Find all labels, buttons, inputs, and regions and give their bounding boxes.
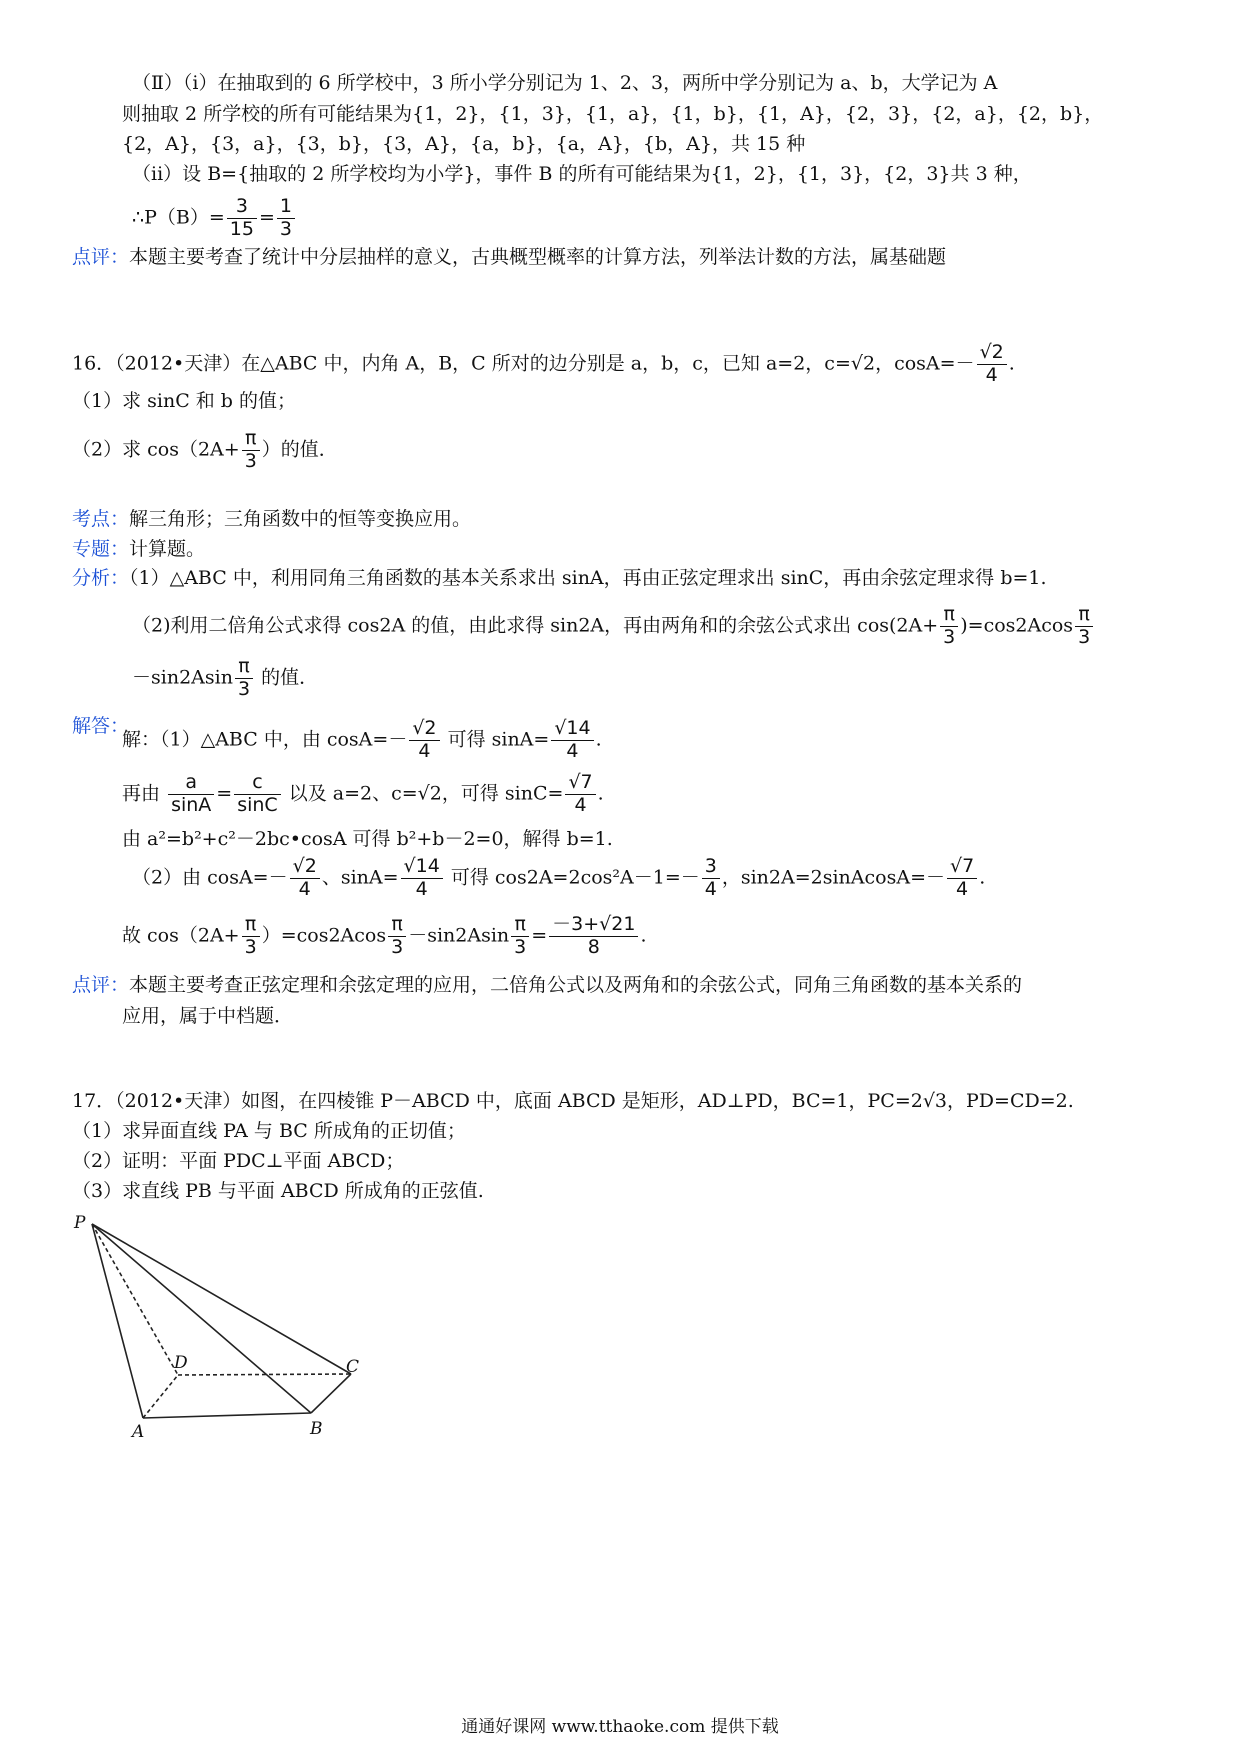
solution-line — [132, 856, 985, 901]
text: √2 — [850, 352, 876, 375]
text: 解：（1）△ABC 中，由 cosA=－ — [122, 728, 408, 751]
text: . — [979, 866, 986, 889]
comment-text: 本题主要考查了统计中分层抽样的意义，古典概型概率的计算方法，列举法计数的方法，属基础题 — [129, 246, 947, 268]
numerator: π — [242, 428, 260, 451]
denominator: 4 — [574, 793, 587, 816]
text: . — [595, 728, 602, 751]
edge-PA — [92, 1224, 143, 1418]
text: 以及 a=2、c=√2，可得 sinC= — [288, 782, 564, 805]
fraction — [1075, 604, 1093, 649]
comment-line — [72, 246, 946, 269]
label: 分析： — [72, 567, 130, 589]
fraction — [168, 772, 214, 817]
text: 解三角形；三角函数中的恒等变换应用。 — [129, 508, 472, 530]
numerator: √2 — [409, 718, 439, 741]
fraction — [290, 856, 320, 901]
text: （2)利用二倍角公式求得 cos2A 的值，由此求得 sin2A，再由两角和的余弦公式求出 cos(2A+ — [132, 614, 939, 637]
denominator: 3 — [244, 935, 257, 958]
fraction — [234, 772, 281, 817]
solution-line — [122, 718, 602, 763]
text: 的值． — [261, 666, 319, 689]
vertex-label-A: A — [132, 1422, 145, 1442]
denominator: 8 — [587, 935, 600, 958]
denominator: 3 — [514, 935, 527, 958]
denominator: 4 — [298, 877, 311, 900]
question-part: （1）求异面直线 PA 与 BC 所成角的正切值； — [72, 1120, 466, 1142]
denominator: sinC — [237, 793, 278, 816]
text: ∴P（B）= — [132, 206, 225, 229]
text: = — [216, 782, 233, 805]
text: ，sin2A=2sinAcosA=－ — [721, 866, 945, 889]
footer: 通通好课网 www.tthaoke.com 提供下载 — [461, 1717, 779, 1737]
denominator: 3 — [943, 625, 956, 648]
text: ，cosA=－ — [875, 352, 975, 375]
solution-line: 由 a²=b²+c²－2bc•cosA 可得 b²+b－2=0，解得 b=1. — [122, 828, 613, 850]
fraction — [702, 856, 720, 901]
fraction — [977, 342, 1007, 387]
fraction — [388, 914, 406, 959]
denominator: 4 — [985, 363, 998, 386]
text: 可得 cos2A=2cos²A－1=－ — [450, 866, 700, 889]
label: 专题： — [72, 538, 130, 560]
text: . — [597, 782, 604, 805]
numerator: π — [388, 914, 406, 937]
dianping-line — [72, 974, 1022, 997]
question-part: （2）证明：平面 PDC⊥平面 ABCD； — [72, 1150, 405, 1172]
text: （2）由 cosA=－ — [132, 866, 288, 889]
text: = — [258, 206, 275, 229]
solution-line — [122, 772, 604, 817]
vertex-label-P: P — [74, 1213, 86, 1233]
numerator: －3+√21 — [549, 914, 638, 937]
text-line: 则抽取 2 所学校的所有可能结果为{1，2}，{1，3}，{1，a}，{1，b}，{1，A}，{2，3}，{2，a}，{2，b}， — [122, 103, 1104, 125]
text: －sin2Asin — [408, 924, 510, 947]
numerator: √7 — [947, 856, 977, 879]
numerator: π — [1075, 604, 1093, 627]
comment-label: 点评： — [72, 246, 130, 268]
edge-BC — [311, 1374, 351, 1413]
fraction — [551, 718, 593, 763]
fraction — [409, 718, 439, 763]
text: 计算题。 — [129, 538, 206, 560]
label: 考点： — [72, 508, 130, 530]
text: ）的值． — [261, 438, 338, 461]
fraction — [511, 914, 529, 959]
denominator: 4 — [566, 739, 579, 762]
jieda-label: 解答： — [72, 715, 130, 737]
dianping-line: 应用，属于中档题． — [122, 1005, 294, 1027]
numerator: 3 — [227, 196, 257, 219]
text: . — [640, 924, 647, 947]
fraction — [277, 196, 295, 241]
text: （2）求 cos（2A+ — [72, 438, 240, 461]
denominator: 4 — [418, 739, 431, 762]
edge-DC — [178, 1374, 351, 1375]
edge-AD — [143, 1375, 178, 1418]
probability-line — [132, 196, 297, 241]
text: = — [531, 924, 548, 947]
fraction — [947, 856, 977, 901]
edge-AB — [143, 1413, 311, 1418]
text-line: （Ⅱ）（i）在抽取到的 6 所学校中，3 所小学分别记为 1、2、3，两所中学分别记为 a、b，大学记为 A — [132, 72, 998, 94]
text: －sin2Asin — [132, 666, 233, 689]
numerator: √7 — [565, 772, 595, 795]
fraction — [235, 656, 253, 701]
fraction — [242, 914, 260, 959]
fenxi-line — [72, 567, 1047, 590]
question-part: （1）求 sinC 和 b 的值； — [72, 390, 297, 412]
fraction — [565, 772, 595, 817]
fraction — [401, 856, 443, 901]
vertex-label-D: D — [174, 1353, 188, 1373]
question-part: （3）求直线 PB 与平面 ABCD 所成角的正弦值. — [72, 1180, 484, 1202]
numerator: c — [234, 772, 281, 795]
question-17-title: 17．（2012•天津）如图，在四棱锥 P－ABCD 中，底面 ABCD 是矩形，AD⊥PD，BC=1，PC=2√3，PD=CD=2. — [72, 1090, 1074, 1112]
denominator: 3 — [279, 217, 292, 240]
text: 、sinA= — [321, 866, 399, 889]
kaodian-line — [72, 508, 471, 531]
denominator: 3 — [244, 449, 257, 472]
analysis-line — [132, 656, 318, 701]
text: 故 cos（2A+ — [122, 924, 240, 947]
edge-PC — [92, 1224, 351, 1374]
numerator: 1 — [277, 196, 295, 219]
denominator: 3 — [391, 935, 404, 958]
denominator: 3 — [237, 677, 251, 700]
analysis-line — [132, 604, 1095, 649]
text: （1）△ABC 中，利用同角三角函数的基本关系求出 sinA，再由正弦定理求出 sinC，再由余弦定理求得 b=1. — [129, 567, 1047, 589]
numerator: π — [242, 914, 260, 937]
text: )=cos2Acos — [960, 614, 1074, 637]
question-part — [72, 428, 338, 473]
zhuanti-line — [72, 538, 205, 561]
numerator: √2 — [977, 342, 1007, 365]
vertex-label-B: B — [310, 1419, 323, 1439]
text-line: {2，A}，{3，a}，{3，b}，{3，A}，{a，b}，{a，A}，{b，A}，共 15 种 — [122, 133, 806, 155]
solution-line — [122, 914, 647, 959]
numerator: π — [511, 914, 529, 937]
numerator: a — [168, 772, 214, 795]
denominator: 15 — [229, 217, 254, 240]
label: 点评： — [72, 974, 130, 996]
text: 可得 sinA= — [447, 728, 550, 751]
pyramid-figure — [70, 1212, 390, 1462]
denominator: sinA — [171, 793, 212, 816]
denominator: 4 — [956, 877, 969, 900]
edge-PD — [92, 1224, 178, 1375]
vertex-label-C: C — [346, 1357, 360, 1377]
denominator: 4 — [704, 877, 717, 900]
text: . — [1008, 352, 1015, 375]
fraction — [242, 428, 260, 473]
question-16-title — [72, 342, 1015, 387]
text: 16．（2012•天津）在△ABC 中，内角 A，B，C 所对的边分别是 a，b，c，已知 a=2，c= — [72, 352, 851, 375]
text: ）=cos2Acos — [261, 924, 387, 947]
numerator: √14 — [401, 856, 443, 879]
edge-PB — [92, 1224, 311, 1413]
numerator: √14 — [551, 718, 593, 741]
fraction — [940, 604, 958, 649]
text-line: （ii）设 B={抽取的 2 所学校均为小学}，事件 B 的所有可能结果为{1，2}，{1，3}，{2，3}共 3 种， — [132, 163, 1032, 185]
denominator: 4 — [415, 877, 428, 900]
numerator: π — [235, 656, 253, 679]
text: 本题主要考查正弦定理和余弦定理的应用，二倍角公式以及两角和的余弦公式，同角三角函数的基本关系的 — [129, 974, 1023, 996]
fraction — [227, 196, 257, 241]
numerator: 3 — [702, 856, 720, 879]
numerator: π — [940, 604, 958, 627]
text: 再由 — [122, 782, 161, 805]
fraction — [549, 914, 638, 959]
numerator: √2 — [290, 856, 320, 879]
denominator: 3 — [1078, 625, 1091, 648]
